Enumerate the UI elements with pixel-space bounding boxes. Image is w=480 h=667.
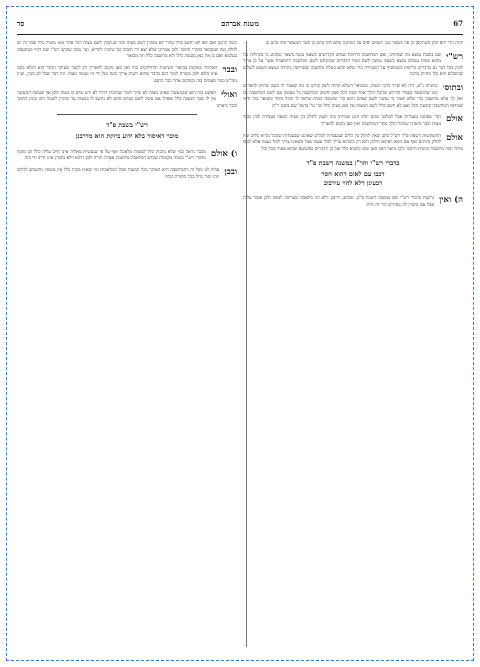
paragraph: שם בשבת נמצא מה שמחויב, ואם המחשבה דהייבת שמים הקדושים כשאני עשה כשאר שהגיע כו בקהלות מה מהוא כמות עמהם נמצא כשאני עושה לשם כמה הדברים שכוונתם לשם ומחשבה דהמצוות אשר על כן צריך לכוון בכל דבר גם בדברים הרשות כשמוסיף על השמירה כדי שלא תהא בטלה מחשבה ששורשה בתורה ונמצא כשבא לשלום שהשלום הוא כלי מחזיק ברכה [243, 52, 463, 78]
page [6, 6, 474, 661]
entry-heading: ו) אולם [210, 148, 237, 159]
page-header [17, 19, 463, 33]
entry-heading: ובתוס׳ [442, 82, 463, 93]
header-rule [17, 34, 463, 35]
entry [17, 168, 237, 181]
column-divider [246, 41, 247, 647]
paragraph: קושיתו נ"ע, דיה לא שייך כרבי ושמה, כמבואר דשלא תהיה לשון קודש כו מה שאמר לו כשם שחייב להפריש כמו שהתבאר בספרי הדרוש שהכל הולך אחר כונת הלב ואם יחשוב המחשבה כל מעשה אם לשם המחשבה וכו ואין לך אלא מחשבה כדי שלא יאמר כי עושה לשם שמים והוא כדי שיעשה כמות שראוי לו והכל ביחד ומבואר בזה ודאי שבודאי המחשבה קובעת הכל ואם לא חשב כלל לשם המצוה אין כאן מצוה כלל וכו' עי' בתוס' שם בשם ר"ת [243, 83, 463, 109]
divider [57, 114, 197, 115]
section-heading: רש"י בשבת פ"ד [106, 121, 148, 130]
paragraph: לתת הרי יחפ תתן כשתקפן הן פה כשאר כגון רעבים יפים על המתנה שלא תלו בהם כן כשר המעשר פהו בהם כן [265, 41, 463, 46]
section-subheading: מוכר דאיסור בלא ידוע ביזקת הוא מדרבנן [75, 132, 179, 141]
entry [243, 53, 463, 79]
entry-heading: אולם [446, 132, 463, 143]
entry-heading: ה) ואין [439, 195, 463, 206]
entry-heading: ובבר [222, 64, 237, 75]
entry [243, 84, 463, 110]
entry-heading: אולם [446, 114, 463, 125]
section-subheading: דבעינן דלא להוי עירבוב [323, 178, 383, 187]
paragraph: התשתשות דשפת פ"ד רש"ל כתב שאין לחלק בין כלים שבעבדות לכלים שאינם שבעבדות שהכל נקרא כלים ואין לחלק ביניהם ואף אם נימא דאיכא חילוק הוא רק כשהוא צריך לכלי עצמו אבל כשאינו צריך לכלי עצמו אלא לגופו מותר ובזה מיושבת קושית התוס' ולכן נראה דאין כאן שום קושיא כלל ועל כן הדברים כפשוטם שהוא פטור מכל וכל [243, 133, 463, 152]
entry-heading: רש"י [446, 51, 463, 62]
paragraph: נרקבת כדברי רש"י שם במשנה דשבת פ"ב, שכתב, דרבנן דלא הוי מלאכה שצריכה לגופה ולכן פטור עליה אבל אם נתכוין לה בפירוש הרי זה חייב [243, 196, 435, 208]
paragraph: מכבר נראה כמי שלא נתכוין כלל לעשות מלאכה ואף על פי שנעשית מאליה אינו חייב עליה כלל וכן מוכח מדברי רש"י בכמה מקומות שכתב דמלאכת מחשבת אסרה תורה ולכן היכא דלא נתכוין אינו חייב ודי בזה [17, 149, 206, 162]
page-number-right: 67 [453, 19, 463, 28]
paragraph: קשה לרבנן ואם לאו לא יחשב כלל שהרי לא נתכוין לשם מצוה ומה שנתכוין לשם מצוה דבר אחר אינו מועיל כלל ובכל זה יש לחלק כמו שמבואר בדברי התוס' ולכן אמרינן שלא יצא ידי חובתו עד שיכוין להדיא, ועי' במה שכתב רש"י שם דהוי כמתעסק בעלמא ואם כן אין כאן מעשה כלל ולא מחשבה כלל וזה מבואר [17, 41, 237, 60]
page-number-left: סד [17, 19, 25, 28]
entry [243, 196, 463, 209]
entry-heading: ובכן [224, 167, 237, 178]
section-heading: בדברי רש"י והר"ן במשנה דשבת פ"ד [306, 159, 400, 168]
entry [17, 91, 237, 111]
running-title: משנת אברהם [221, 19, 259, 28]
entry [17, 150, 237, 163]
section-subheading: דכבו עם לאום דהוא חסר [321, 170, 385, 179]
right-column [243, 41, 463, 647]
paragraph: הפשט בזה הוא שבמעשה שאינו מצוה לא שייך לומר שנתכוין דהרי לא ידע שיש בו מצוה ולכן אף שעשה המעשה אין לו שכר המצוה כלל ואפילו אם עשה לשם שמים סתם לא נחשב לו כמצוה עד שיכוין לשמה וזהו כונת התוס' וכבר ביארנו [17, 90, 237, 109]
entry [243, 134, 463, 154]
paragraph: תהי שפוטנו מעבדות אבל לסלבנו שהם יכחו הגט שמייתו בזה הענין לחלק בין מצוה הבאה בעבירה לבין שאר מצות וכבר ביארנו שהכל הולך אחר המחשבה ואין כאן מקום להאריך [243, 115, 442, 127]
entry [243, 115, 463, 128]
paragraph: הארכתי במקומו בביאור השיטות והחילוקים בזה ואין כאן מקום להאריך רק לקצר שעיקר הדבר הוא דבלא כונה אינו כלום ולכן מוכרח לומר דגם בדבר שהוא רשות צריך כונה ועל ידי זה נעשה מצוה, וזה דבר שכל לב מבין, ועיין ממ"ש כמה פעמים בזה ובמקום אחר כבר כתבנו [17, 65, 237, 84]
left-column [17, 41, 237, 647]
entry [17, 66, 237, 86]
paragraph: עולה לנו מכל זה דהמחשבה היא העיקר בכל המצות ובכל המלאכות ומי שאינו מכוין כלל אין מעשיו נחשבים לכלום וזהו יסוד גדול בכל התורה כולה [17, 168, 220, 180]
entry-heading: ואולי [220, 89, 237, 100]
